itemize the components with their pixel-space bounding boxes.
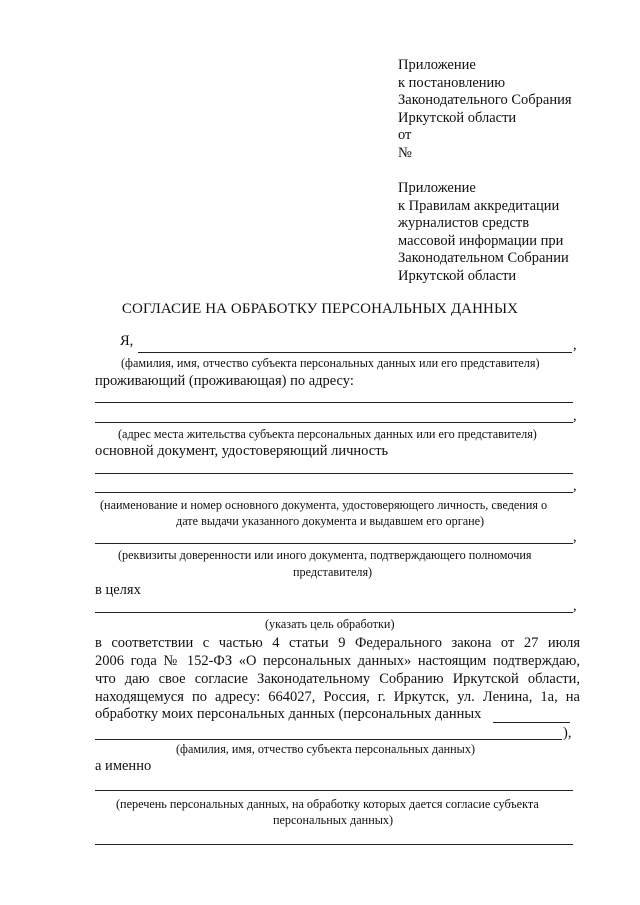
comma: , — [573, 337, 577, 353]
proxy-blank-line[interactable] — [95, 543, 573, 544]
list-blank-line-2[interactable] — [95, 844, 573, 845]
comma: , — [573, 478, 577, 494]
appendix-header-resolution — [398, 57, 572, 163]
document-blank-line-1[interactable] — [95, 473, 573, 474]
consent-text-last: обработку моих персональных данных (персональных данных — [95, 706, 482, 722]
header1-line: Законодательного Собрания — [398, 92, 572, 109]
caption-document-2: дате выдачи указанного документа и выдавшем его органе) — [176, 514, 485, 528]
header2-line: к Правилам аккредитации — [398, 197, 560, 214]
appendix-header-rules — [398, 180, 569, 286]
close-paren: ), — [563, 725, 572, 741]
caption-proxy-2: представителя) — [293, 565, 373, 579]
purpose-label: в целях — [95, 582, 141, 598]
address-blank-line-2[interactable] — [95, 422, 573, 423]
caption-fio: (фамилия, имя, отчество субъекта персональных данных или его представителя) — [121, 356, 540, 370]
document-blank-line-2[interactable] — [95, 492, 573, 493]
document-title: СОГЛАСИЕ НА ОБРАБОТКУ ПЕРСОНАЛЬНЫХ ДАННЫХ — [121, 301, 519, 317]
header1-line: № — [398, 144, 412, 161]
residing-label: проживающий (проживающая) по адресу: — [95, 373, 354, 389]
header1-line: Иркутской области — [398, 109, 517, 126]
consent-text-line: находящемуся по адресу: 664027, Россия, г. Иркутск, ул. Ленина, 1а, на — [95, 689, 580, 705]
header2-line: Иркутской области — [398, 267, 517, 284]
main-document-label: основной документ, удостоверяющий личность — [95, 443, 389, 459]
personal-data-blank-short[interactable] — [493, 722, 570, 723]
fio-blank-line[interactable] — [138, 352, 572, 353]
header2-line: Законодательном Собрании — [398, 250, 569, 267]
caption-proxy-1: (реквизиты доверенности или иного документа, подтверждающего полномочия — [118, 548, 532, 562]
caption-subject-fio: (фамилия, имя, отчество субъекта персональных данных) — [176, 742, 476, 756]
comma: , — [573, 529, 577, 545]
caption-purpose: (указать цель обработки) — [265, 617, 395, 631]
consent-text-line: 2006 года № 152-ФЗ «О персональных данных» настоящим подтверждаю, — [95, 653, 580, 669]
caption-list-2: персональных данных) — [273, 813, 394, 827]
header2-line: Приложение — [398, 180, 476, 196]
header1-line: к постановлению — [398, 74, 506, 91]
header2-line: журналистов средств — [398, 215, 530, 232]
caption-document-1: (наименование и номер основного документа, удостоверяющего личность, сведения о — [100, 498, 548, 512]
list-blank-line[interactable] — [95, 790, 573, 791]
subject-fio-blank-line[interactable] — [95, 739, 562, 740]
header1-line: от — [398, 127, 412, 144]
comma: , — [573, 598, 577, 614]
header2-line: массовой информации при — [398, 232, 564, 249]
caption-list-1: (перечень персональных данных, на обработку которых дается согласие субъекта — [116, 797, 539, 811]
purpose-blank-line[interactable] — [95, 612, 573, 613]
namely-label: а именно — [95, 758, 152, 774]
ya-label: Я, — [120, 333, 134, 349]
consent-text-line: что даю свое согласие Законодательному Собранию Иркутской области, — [95, 671, 580, 687]
caption-address: (адрес места жительства субъекта персональных данных или его представителя) — [118, 427, 537, 441]
comma: , — [573, 408, 577, 424]
consent-text-line: в соответствии с частью 4 статьи 9 Федерального закона от 27 июля — [95, 635, 580, 651]
header1-line: Приложение — [398, 57, 476, 73]
address-blank-line-1[interactable] — [95, 402, 573, 403]
